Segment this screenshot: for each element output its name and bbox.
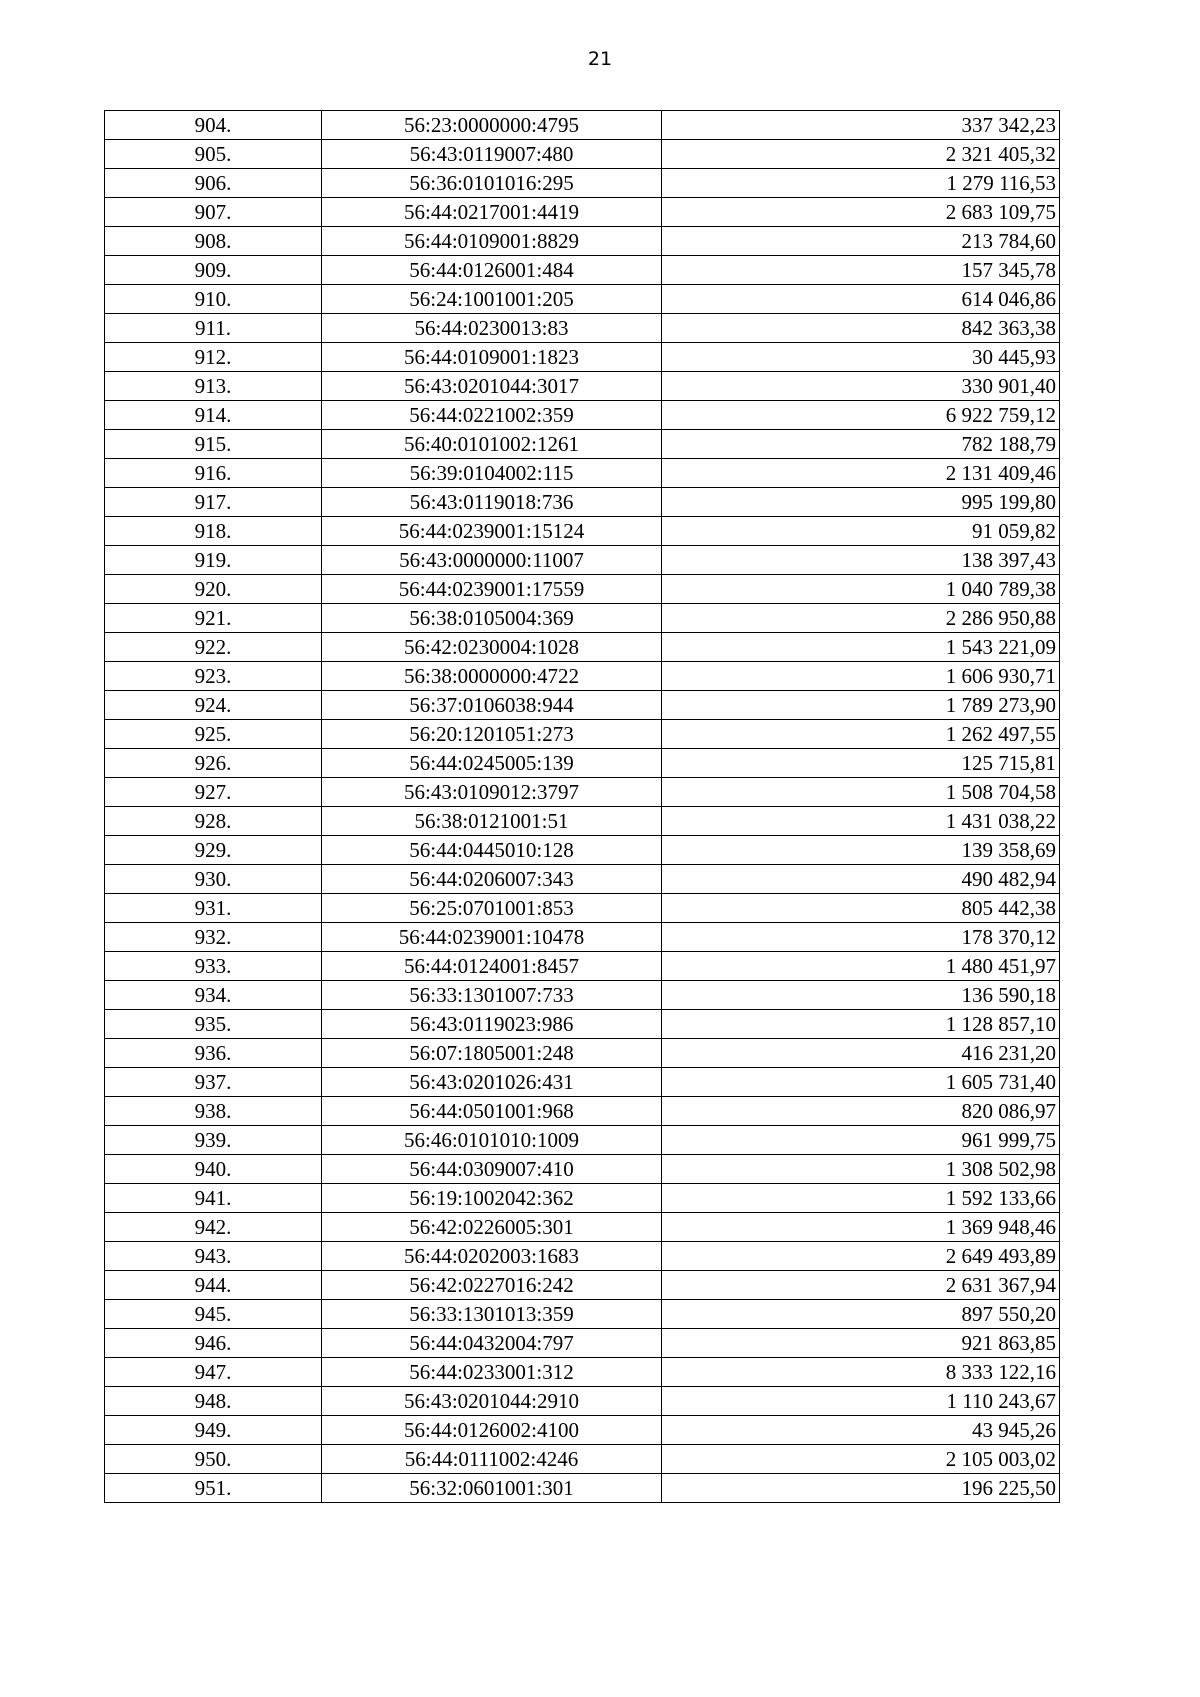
table-row	[105, 1126, 1060, 1155]
row-number-cell: 940.	[105, 1155, 322, 1184]
table-row	[105, 401, 1060, 430]
row-number-cell: 916.	[105, 459, 322, 488]
table-row	[105, 169, 1060, 198]
value-cell: 157 345,78	[662, 256, 1060, 285]
page-number: 21	[587, 48, 613, 70]
row-number-cell: 924.	[105, 691, 322, 720]
value-cell: 2 321 405,32	[662, 140, 1060, 169]
table-row	[105, 546, 1060, 575]
row-number-cell: 935.	[105, 1010, 322, 1039]
table-row	[105, 256, 1060, 285]
value-cell: 490 482,94	[662, 865, 1060, 894]
row-number-cell: 933.	[105, 952, 322, 981]
row-number-cell: 939.	[105, 1126, 322, 1155]
cadastral-number-cell: 56:44:0501001:968	[322, 1097, 662, 1126]
row-number-cell: 937.	[105, 1068, 322, 1097]
cadastral-number-cell: 56:43:0119018:736	[322, 488, 662, 517]
table-row	[105, 865, 1060, 894]
value-cell: 1 308 502,98	[662, 1155, 1060, 1184]
value-cell: 961 999,75	[662, 1126, 1060, 1155]
value-cell: 1 431 038,22	[662, 807, 1060, 836]
value-cell: 2 286 950,88	[662, 604, 1060, 633]
value-cell: 842 363,38	[662, 314, 1060, 343]
row-number-cell: 905.	[105, 140, 322, 169]
value-cell: 138 397,43	[662, 546, 1060, 575]
value-cell: 1 592 133,66	[662, 1184, 1060, 1213]
cadastral-number-cell: 56:44:0245005:139	[322, 749, 662, 778]
value-cell: 2 683 109,75	[662, 198, 1060, 227]
cadastral-number-cell: 56:33:1301007:733	[322, 981, 662, 1010]
row-number-cell: 942.	[105, 1213, 322, 1242]
value-cell: 1 279 116,53	[662, 169, 1060, 198]
value-cell: 91 059,82	[662, 517, 1060, 546]
value-cell: 1 040 789,38	[662, 575, 1060, 604]
row-number-cell: 906.	[105, 169, 322, 198]
row-number-cell: 927.	[105, 778, 322, 807]
cadastral-number-cell: 56:43:0119007:480	[322, 140, 662, 169]
row-number-cell: 922.	[105, 633, 322, 662]
table-row	[105, 1329, 1060, 1358]
row-number-cell: 913.	[105, 372, 322, 401]
row-number-cell: 904.	[105, 111, 322, 140]
value-cell: 921 863,85	[662, 1329, 1060, 1358]
value-cell: 782 188,79	[662, 430, 1060, 459]
table-row	[105, 1416, 1060, 1445]
cadastral-number-cell: 56:42:0227016:242	[322, 1271, 662, 1300]
value-cell: 1 369 948,46	[662, 1213, 1060, 1242]
table-row	[105, 372, 1060, 401]
value-cell: 30 445,93	[662, 343, 1060, 372]
table-row	[105, 778, 1060, 807]
registry-table	[104, 110, 1060, 1503]
table-row	[105, 1474, 1060, 1503]
row-number-cell: 910.	[105, 285, 322, 314]
table-row	[105, 430, 1060, 459]
value-cell: 2 105 003,02	[662, 1445, 1060, 1474]
value-cell: 1 262 497,55	[662, 720, 1060, 749]
table-row	[105, 575, 1060, 604]
table-row	[105, 343, 1060, 372]
row-number-cell: 949.	[105, 1416, 322, 1445]
table-row	[105, 1387, 1060, 1416]
table-row	[105, 1039, 1060, 1068]
table-row	[105, 285, 1060, 314]
row-number-cell: 943.	[105, 1242, 322, 1271]
table-row	[105, 981, 1060, 1010]
cadastral-number-cell: 56:44:0126001:484	[322, 256, 662, 285]
value-cell: 1 789 273,90	[662, 691, 1060, 720]
table-row	[105, 517, 1060, 546]
table-row	[105, 1097, 1060, 1126]
value-cell: 1 508 704,58	[662, 778, 1060, 807]
cadastral-number-cell: 56:44:0432004:797	[322, 1329, 662, 1358]
value-cell: 8 333 122,16	[662, 1358, 1060, 1387]
cadastral-number-cell: 56:38:0105004:369	[322, 604, 662, 633]
table-row	[105, 314, 1060, 343]
row-number-cell: 946.	[105, 1329, 322, 1358]
cadastral-number-cell: 56:44:0126002:4100	[322, 1416, 662, 1445]
cadastral-number-cell: 56:44:0221002:359	[322, 401, 662, 430]
value-cell: 196 225,50	[662, 1474, 1060, 1503]
value-cell: 995 199,80	[662, 488, 1060, 517]
row-number-cell: 931.	[105, 894, 322, 923]
cadastral-number-cell: 56:44:0309007:410	[322, 1155, 662, 1184]
value-cell: 213 784,60	[662, 227, 1060, 256]
row-number-cell: 929.	[105, 836, 322, 865]
cadastral-number-cell: 56:32:0601001:301	[322, 1474, 662, 1503]
cadastral-number-cell: 56:44:0124001:8457	[322, 952, 662, 981]
cadastral-number-cell: 56:44:0217001:4419	[322, 198, 662, 227]
cadastral-number-cell: 56:43:0119023:986	[322, 1010, 662, 1039]
table-row	[105, 111, 1060, 140]
row-number-cell: 915.	[105, 430, 322, 459]
value-cell: 2 649 493,89	[662, 1242, 1060, 1271]
cadastral-number-cell: 56:37:0106038:944	[322, 691, 662, 720]
table-row	[105, 1213, 1060, 1242]
table-row	[105, 1445, 1060, 1474]
value-cell: 1 480 451,97	[662, 952, 1060, 981]
cadastral-number-cell: 56:43:0201044:3017	[322, 372, 662, 401]
table-row	[105, 1010, 1060, 1039]
row-number-cell: 938.	[105, 1097, 322, 1126]
row-number-cell: 918.	[105, 517, 322, 546]
cadastral-number-cell: 56:44:0109001:8829	[322, 227, 662, 256]
table-row	[105, 1358, 1060, 1387]
row-number-cell: 932.	[105, 923, 322, 952]
row-number-cell: 948.	[105, 1387, 322, 1416]
row-number-cell: 909.	[105, 256, 322, 285]
cadastral-number-cell: 56:07:1805001:248	[322, 1039, 662, 1068]
table-row	[105, 604, 1060, 633]
table-row	[105, 633, 1060, 662]
value-cell: 1 128 857,10	[662, 1010, 1060, 1039]
table-row	[105, 720, 1060, 749]
table-row	[105, 1068, 1060, 1097]
table-row	[105, 1155, 1060, 1184]
cadastral-number-cell: 56:43:0201026:431	[322, 1068, 662, 1097]
value-cell: 1 606 930,71	[662, 662, 1060, 691]
value-cell: 897 550,20	[662, 1300, 1060, 1329]
value-cell: 1 110 243,67	[662, 1387, 1060, 1416]
value-cell: 614 046,86	[662, 285, 1060, 314]
table-row	[105, 894, 1060, 923]
cadastral-number-cell: 56:19:1002042:362	[322, 1184, 662, 1213]
cadastral-number-cell: 56:44:0239001:15124	[322, 517, 662, 546]
row-number-cell: 950.	[105, 1445, 322, 1474]
value-cell: 178 370,12	[662, 923, 1060, 952]
table-row	[105, 140, 1060, 169]
value-cell: 416 231,20	[662, 1039, 1060, 1068]
row-number-cell: 945.	[105, 1300, 322, 1329]
value-cell: 43 945,26	[662, 1416, 1060, 1445]
row-number-cell: 920.	[105, 575, 322, 604]
row-number-cell: 928.	[105, 807, 322, 836]
row-number-cell: 944.	[105, 1271, 322, 1300]
row-number-cell: 930.	[105, 865, 322, 894]
table-row	[105, 1242, 1060, 1271]
table-body	[105, 111, 1060, 1503]
table-row	[105, 459, 1060, 488]
table-row	[105, 923, 1060, 952]
table-row	[105, 198, 1060, 227]
value-cell: 337 342,23	[662, 111, 1060, 140]
table-row	[105, 1184, 1060, 1213]
table-row	[105, 691, 1060, 720]
value-cell: 330 901,40	[662, 372, 1060, 401]
table-row	[105, 227, 1060, 256]
cadastral-number-cell: 56:44:0111002:4246	[322, 1445, 662, 1474]
row-number-cell: 934.	[105, 981, 322, 1010]
value-cell: 2 631 367,94	[662, 1271, 1060, 1300]
row-number-cell: 911.	[105, 314, 322, 343]
cadastral-number-cell: 56:44:0445010:128	[322, 836, 662, 865]
table-row	[105, 749, 1060, 778]
row-number-cell: 925.	[105, 720, 322, 749]
row-number-cell: 947.	[105, 1358, 322, 1387]
cadastral-number-cell: 56:44:0202003:1683	[322, 1242, 662, 1271]
value-cell: 136 590,18	[662, 981, 1060, 1010]
table-row	[105, 836, 1060, 865]
cadastral-number-cell: 56:39:0104002:115	[322, 459, 662, 488]
table-row	[105, 1300, 1060, 1329]
cadastral-number-cell: 56:44:0109001:1823	[322, 343, 662, 372]
cadastral-number-cell: 56:33:1301013:359	[322, 1300, 662, 1329]
row-number-cell: 936.	[105, 1039, 322, 1068]
row-number-cell: 908.	[105, 227, 322, 256]
value-cell: 2 131 409,46	[662, 459, 1060, 488]
cadastral-number-cell: 56:42:0226005:301	[322, 1213, 662, 1242]
cadastral-number-cell: 56:44:0239001:10478	[322, 923, 662, 952]
table-row	[105, 1271, 1060, 1300]
row-number-cell: 923.	[105, 662, 322, 691]
row-number-cell: 914.	[105, 401, 322, 430]
cadastral-number-cell: 56:23:0000000:4795	[322, 111, 662, 140]
cadastral-number-cell: 56:46:0101010:1009	[322, 1126, 662, 1155]
row-number-cell: 921.	[105, 604, 322, 633]
cadastral-number-cell: 56:44:0239001:17559	[322, 575, 662, 604]
table-row	[105, 662, 1060, 691]
row-number-cell: 907.	[105, 198, 322, 227]
cadastral-number-cell: 56:43:0109012:3797	[322, 778, 662, 807]
cadastral-number-cell: 56:44:0206007:343	[322, 865, 662, 894]
cadastral-number-cell: 56:43:0000000:11007	[322, 546, 662, 575]
cadastral-number-cell: 56:43:0201044:2910	[322, 1387, 662, 1416]
row-number-cell: 912.	[105, 343, 322, 372]
cadastral-number-cell: 56:36:0101016:295	[322, 169, 662, 198]
cadastral-number-cell: 56:20:1201051:273	[322, 720, 662, 749]
cadastral-number-cell: 56:25:0701001:853	[322, 894, 662, 923]
cadastral-number-cell: 56:38:0121001:51	[322, 807, 662, 836]
cadastral-number-cell: 56:42:0230004:1028	[322, 633, 662, 662]
row-number-cell: 926.	[105, 749, 322, 778]
value-cell: 6 922 759,12	[662, 401, 1060, 430]
row-number-cell: 917.	[105, 488, 322, 517]
cadastral-number-cell: 56:40:0101002:1261	[322, 430, 662, 459]
value-cell: 1 605 731,40	[662, 1068, 1060, 1097]
row-number-cell: 919.	[105, 546, 322, 575]
row-number-cell: 951.	[105, 1474, 322, 1503]
cadastral-number-cell: 56:44:0233001:312	[322, 1358, 662, 1387]
value-cell: 820 086,97	[662, 1097, 1060, 1126]
value-cell: 139 358,69	[662, 836, 1060, 865]
value-cell: 125 715,81	[662, 749, 1060, 778]
cadastral-number-cell: 56:38:0000000:4722	[322, 662, 662, 691]
cadastral-number-cell: 56:44:0230013:83	[322, 314, 662, 343]
table-row	[105, 952, 1060, 981]
cadastral-number-cell: 56:24:1001001:205	[322, 285, 662, 314]
table-row	[105, 488, 1060, 517]
table-row	[105, 807, 1060, 836]
row-number-cell: 941.	[105, 1184, 322, 1213]
value-cell: 805 442,38	[662, 894, 1060, 923]
value-cell: 1 543 221,09	[662, 633, 1060, 662]
